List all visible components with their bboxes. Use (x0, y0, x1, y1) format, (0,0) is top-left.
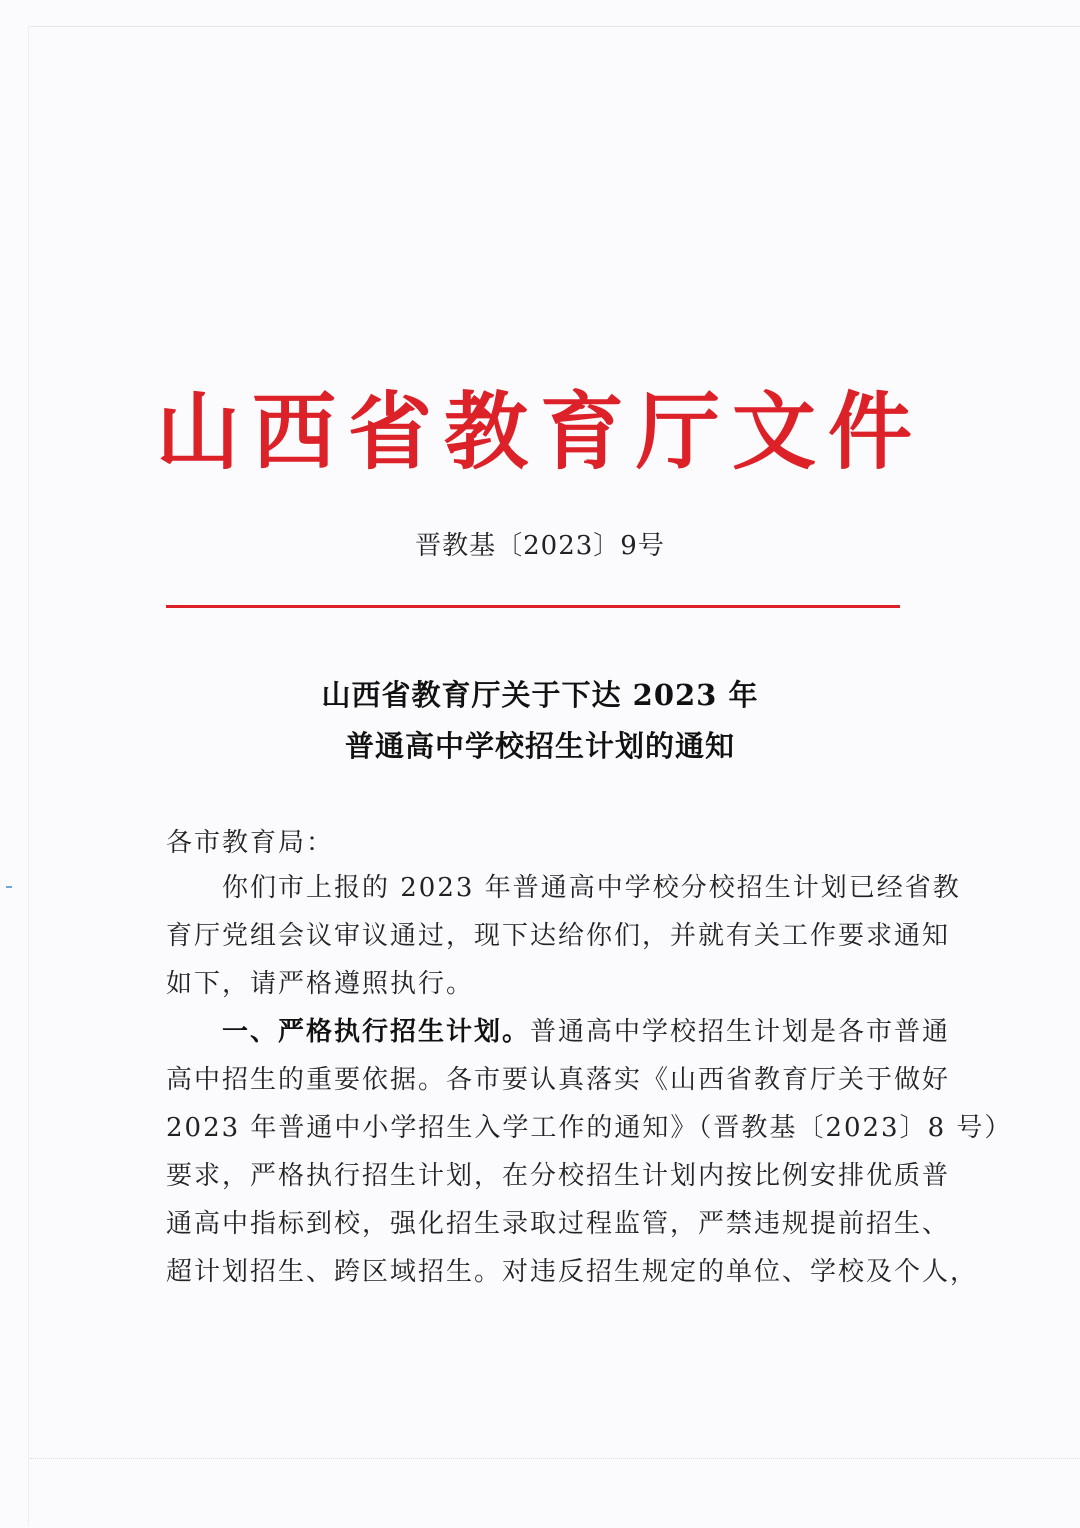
scan-edge-tick (6, 886, 12, 888)
scan-edge-top (30, 26, 1080, 27)
red-divider-line (166, 605, 900, 608)
scan-edge-left (28, 26, 29, 1526)
document-header-title: 山西省教育厅文件 (155, 382, 924, 481)
notice-title-line-1: 山西省教育厅关于下达 2023 年 (321, 678, 759, 712)
salutation: 各市教育局： (166, 828, 335, 858)
body-paragraph-line: 如下，请严格遵照执行。 (166, 969, 475, 999)
section-1-line: 要求，严格执行招生计划，在分校招生计划内按比例安排优质普 (166, 1161, 951, 1191)
document-number: 晋教基〔2023〕9号 (415, 531, 665, 561)
section-1-first-line (166, 1008, 951, 1056)
section-1-line: 通高中指标到校，强化招生录取过程监管，严禁违规提前招生、 (166, 1209, 951, 1239)
scan-edge-bottom (30, 1458, 1080, 1459)
section-1-line: 高中招生的重要依据。各市要认真落实《山西省教育厅关于做好 (166, 1065, 951, 1095)
section-1-heading: 一、严格执行招生计划。 (166, 1017, 531, 1047)
notice-title-line-2: 普通高中学校招生计划的通知 (344, 729, 735, 763)
body-paragraph-line: 你们市上报的 2023 年普通高中学校分校招生计划已经省教 (166, 873, 961, 903)
section-1-first-line-text: 普通高中学校招生计划是各市普通 (530, 1017, 951, 1047)
section-1-line: 2023 年普通中小学招生入学工作的通知》（晋教基〔2023〕8 号） (166, 1113, 1013, 1143)
body-paragraph-line: 育厅党组会议审议通过，现下达给你们，并就有关工作要求通知 (166, 921, 951, 951)
section-1-line: 超计划招生、跨区域招生。对违反招生规定的单位、学校及个人， (166, 1257, 979, 1287)
